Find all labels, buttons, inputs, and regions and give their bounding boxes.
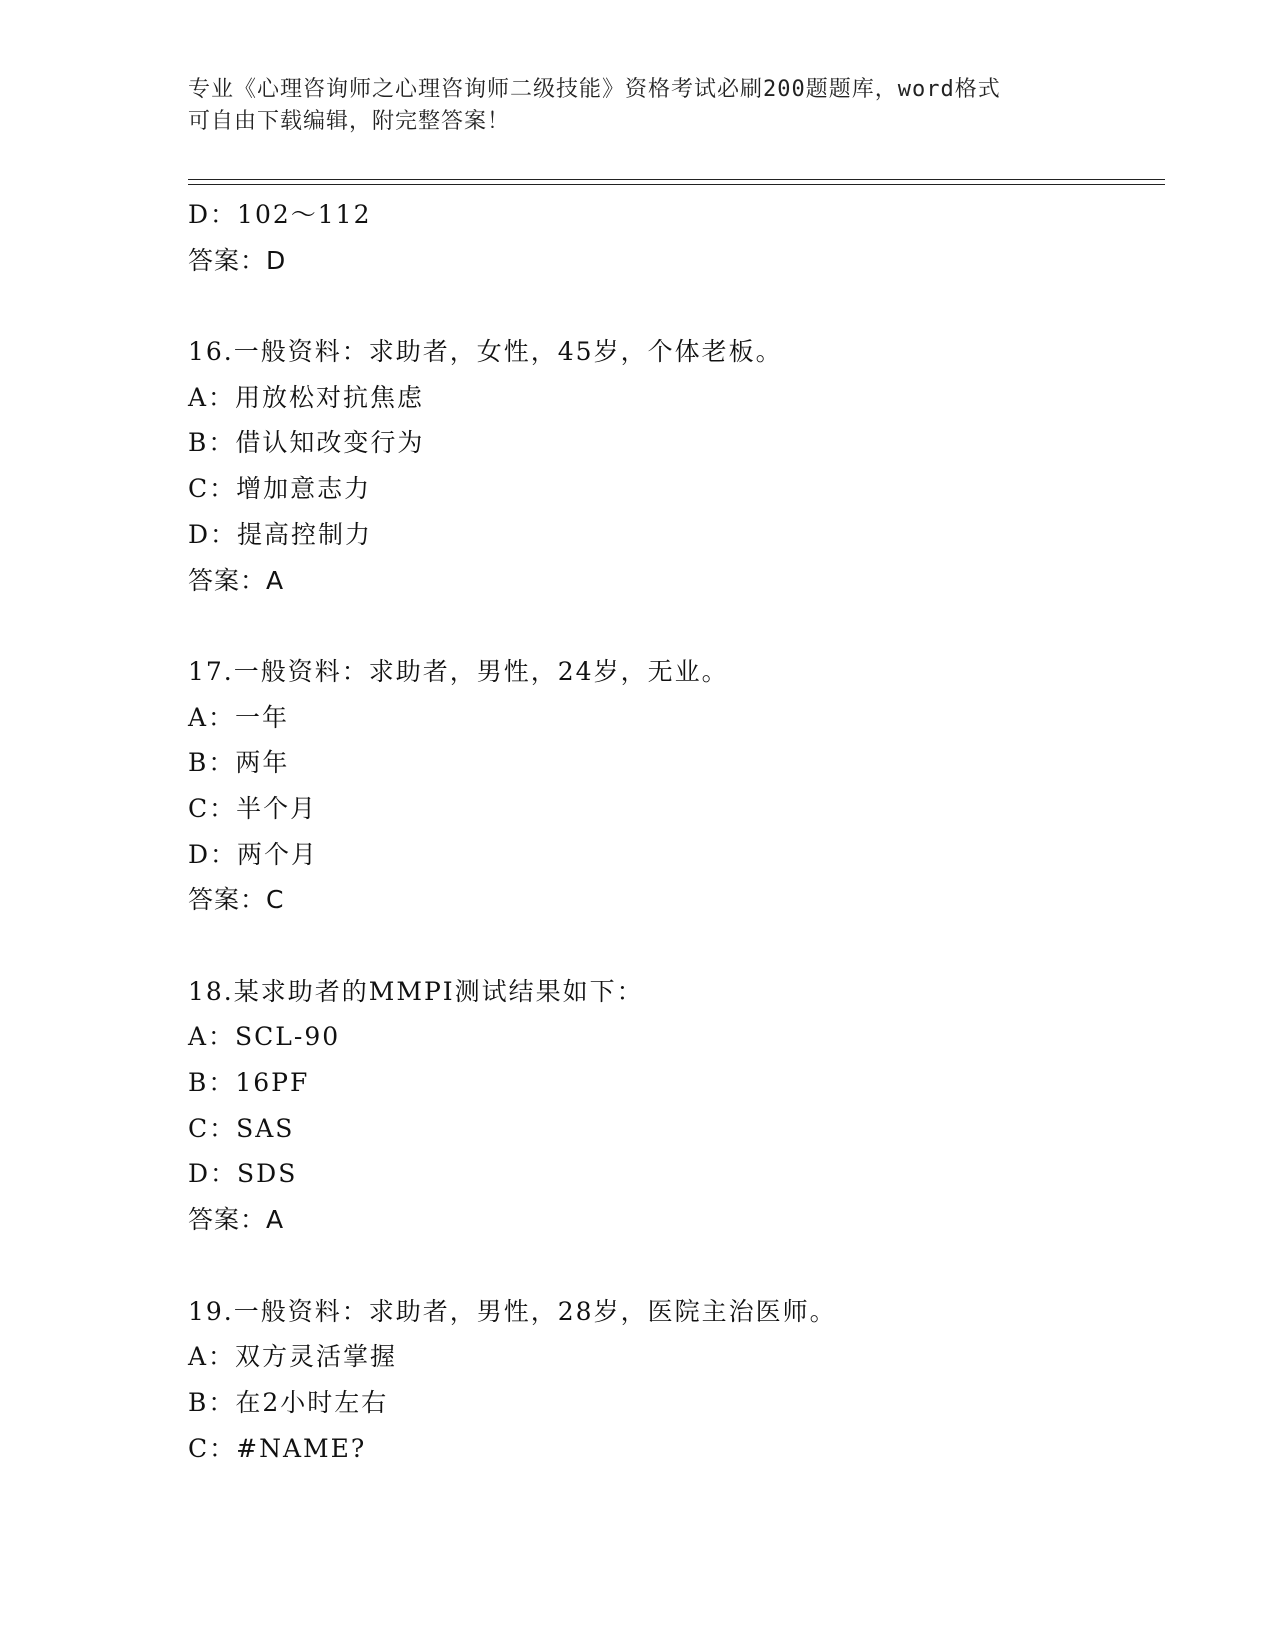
option-c: C：增加意志力 — [188, 474, 372, 504]
question-stem: 19.一般资料：求助者，男性，28岁，医院主治医师。 — [188, 1296, 837, 1326]
option-d: D：SDS — [188, 1159, 298, 1189]
option-a: A：一年 — [188, 702, 290, 732]
option-b: B：借认知改变行为 — [188, 428, 425, 458]
question-16 — [188, 329, 1168, 603]
option-a: A：SCL-90 — [188, 1022, 341, 1052]
option-d: D：提高控制力 — [188, 519, 373, 549]
spacer — [188, 923, 1168, 969]
option-d: D：两个月 — [188, 839, 319, 869]
answer-line: 答案：C — [188, 885, 285, 915]
answer-line: 答案：A — [188, 1205, 285, 1235]
option-a: A：双方灵活掌握 — [188, 1342, 398, 1372]
question-stem: 16.一般资料：求助者，女性，45岁，个体老板。 — [188, 337, 783, 367]
spacer — [188, 603, 1168, 649]
option-c: C：#NAME? — [188, 1433, 367, 1463]
question-stem: 18.某求助者的MMPI测试结果如下： — [188, 976, 644, 1006]
option-b: B：在2小时左右 — [188, 1387, 389, 1417]
header-divider-bottom — [188, 184, 1165, 185]
option-b: B：两年 — [188, 748, 290, 778]
header-subtitle-line: 可自由下载编辑，附完整答案！ — [188, 109, 511, 134]
option-a: A：用放松对抗焦虑 — [188, 382, 425, 412]
header-title-line: 专业《心理咨询师之心理咨询师二级技能》资格考试必刷200题题库，word格式 — [188, 77, 1001, 102]
question-18 — [188, 969, 1168, 1243]
spacer — [188, 1243, 1168, 1289]
spacer — [188, 283, 1168, 329]
option-b: B：16PF — [188, 1068, 310, 1098]
option-d: D：102～112 — [188, 200, 372, 229]
header-divider-top — [188, 179, 1165, 180]
question-stem: 17.一般资料：求助者，男性，24岁，无业。 — [188, 656, 729, 686]
question-list — [188, 192, 1168, 1471]
answer-line: 答案：A — [188, 565, 285, 595]
answer-line: 答案：D — [188, 245, 287, 275]
question-19 — [188, 1289, 1168, 1472]
option-c: C：SAS — [188, 1113, 295, 1143]
question-17 — [188, 649, 1168, 923]
option-c: C：半个月 — [188, 793, 318, 823]
document-header — [188, 74, 1088, 138]
